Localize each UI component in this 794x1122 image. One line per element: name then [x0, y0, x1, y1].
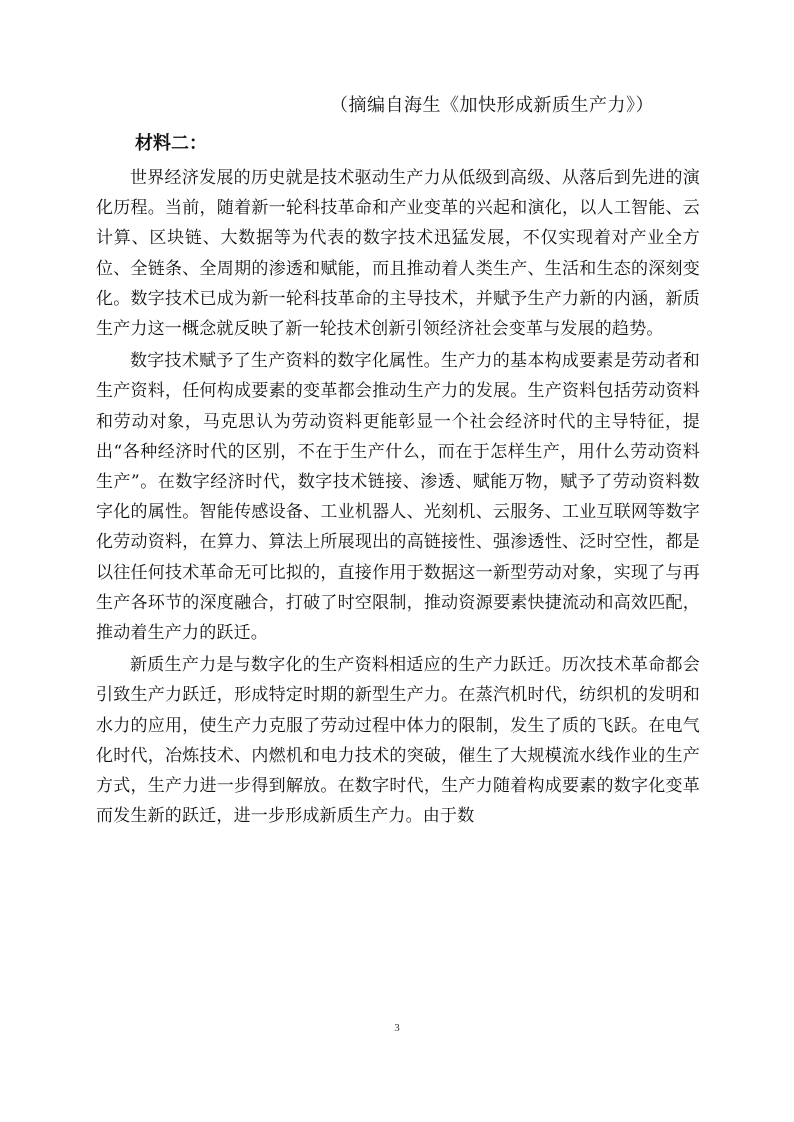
page-number: 3: [394, 1022, 400, 1034]
paragraph-3: 新质生产力是与数字化的生产资料相适应的生产力跃迁。历次技术革命都会引致生产力跃迁，形成特定时期的新型生产力。在蒸汽机时代，纺织机的发明和水力的应用，使生产力克服了劳动过程中体力的限制，发生了质的飞跃。在电气化时代，冶炼技术、内燃机和电力技术的突破，催生了大规模流水线作业的生产方式，生产力进一步得到解放。在数字时代，生产力随着构成要素的数字化变革而发生新的跃迁，进一步形成新质生产力。由于数: [96, 655, 700, 827]
paragraph-2: 数字技术赋予了生产资料的数字化属性。生产力的基本构成要素是劳动者和生产资料，任何构成要素的变革都会推动生产力的发展。生产资料包括劳动资料和劳动对象，马克思认为劳动资料更能彰显一个社会经济时代的主导特征，提出“各种经济时代的区别，不在于生产什么，而在于怎样生产，用什么劳动资料生产”。在数字经济时代，数字技术链接、渗透、赋能万物，赋予了劳动资料数字化的属性。智能传感设备、工业机器人、光刻机、云服务、工业互联网等数字化劳动资料，在算力、算法上所展现出的高链接性、强渗透性、泛时空性，都是以往任何技术革命无可比拟的，直接作用于数据这一新型劳动对象，实现了与再生产各环节的深度融合，打破了时空限制，推动资源要素快捷流动和高效匹配，推动着生产力的跃迁。: [96, 351, 700, 644]
document-body: [96, 163, 700, 831]
paragraph-1: 世界经济发展的历史就是技术驱动生产力从低级到高级、从落后到先进的演化历程。当前，随着新一轮科技革命和产业变革的兴起和演化，以人工智能、云计算、区块链、大数据等为代表的数字技术迅猛发展，不仅实现着对产业全方位、全链条、全周期的渗透和赋能，而且推动着人类生产、生活和生态的深刻变化。数字技术已成为新一轮科技革命的主导技术，并赋予生产力新的内涵，新质生产力这一概念就反映了新一轮技术创新引领经济社会变革与发展的趋势。: [96, 168, 700, 340]
source-citation: （摘编自海生《加快形成新质生产力》）: [330, 95, 654, 116]
section-heading: 材料二：: [135, 133, 207, 154]
